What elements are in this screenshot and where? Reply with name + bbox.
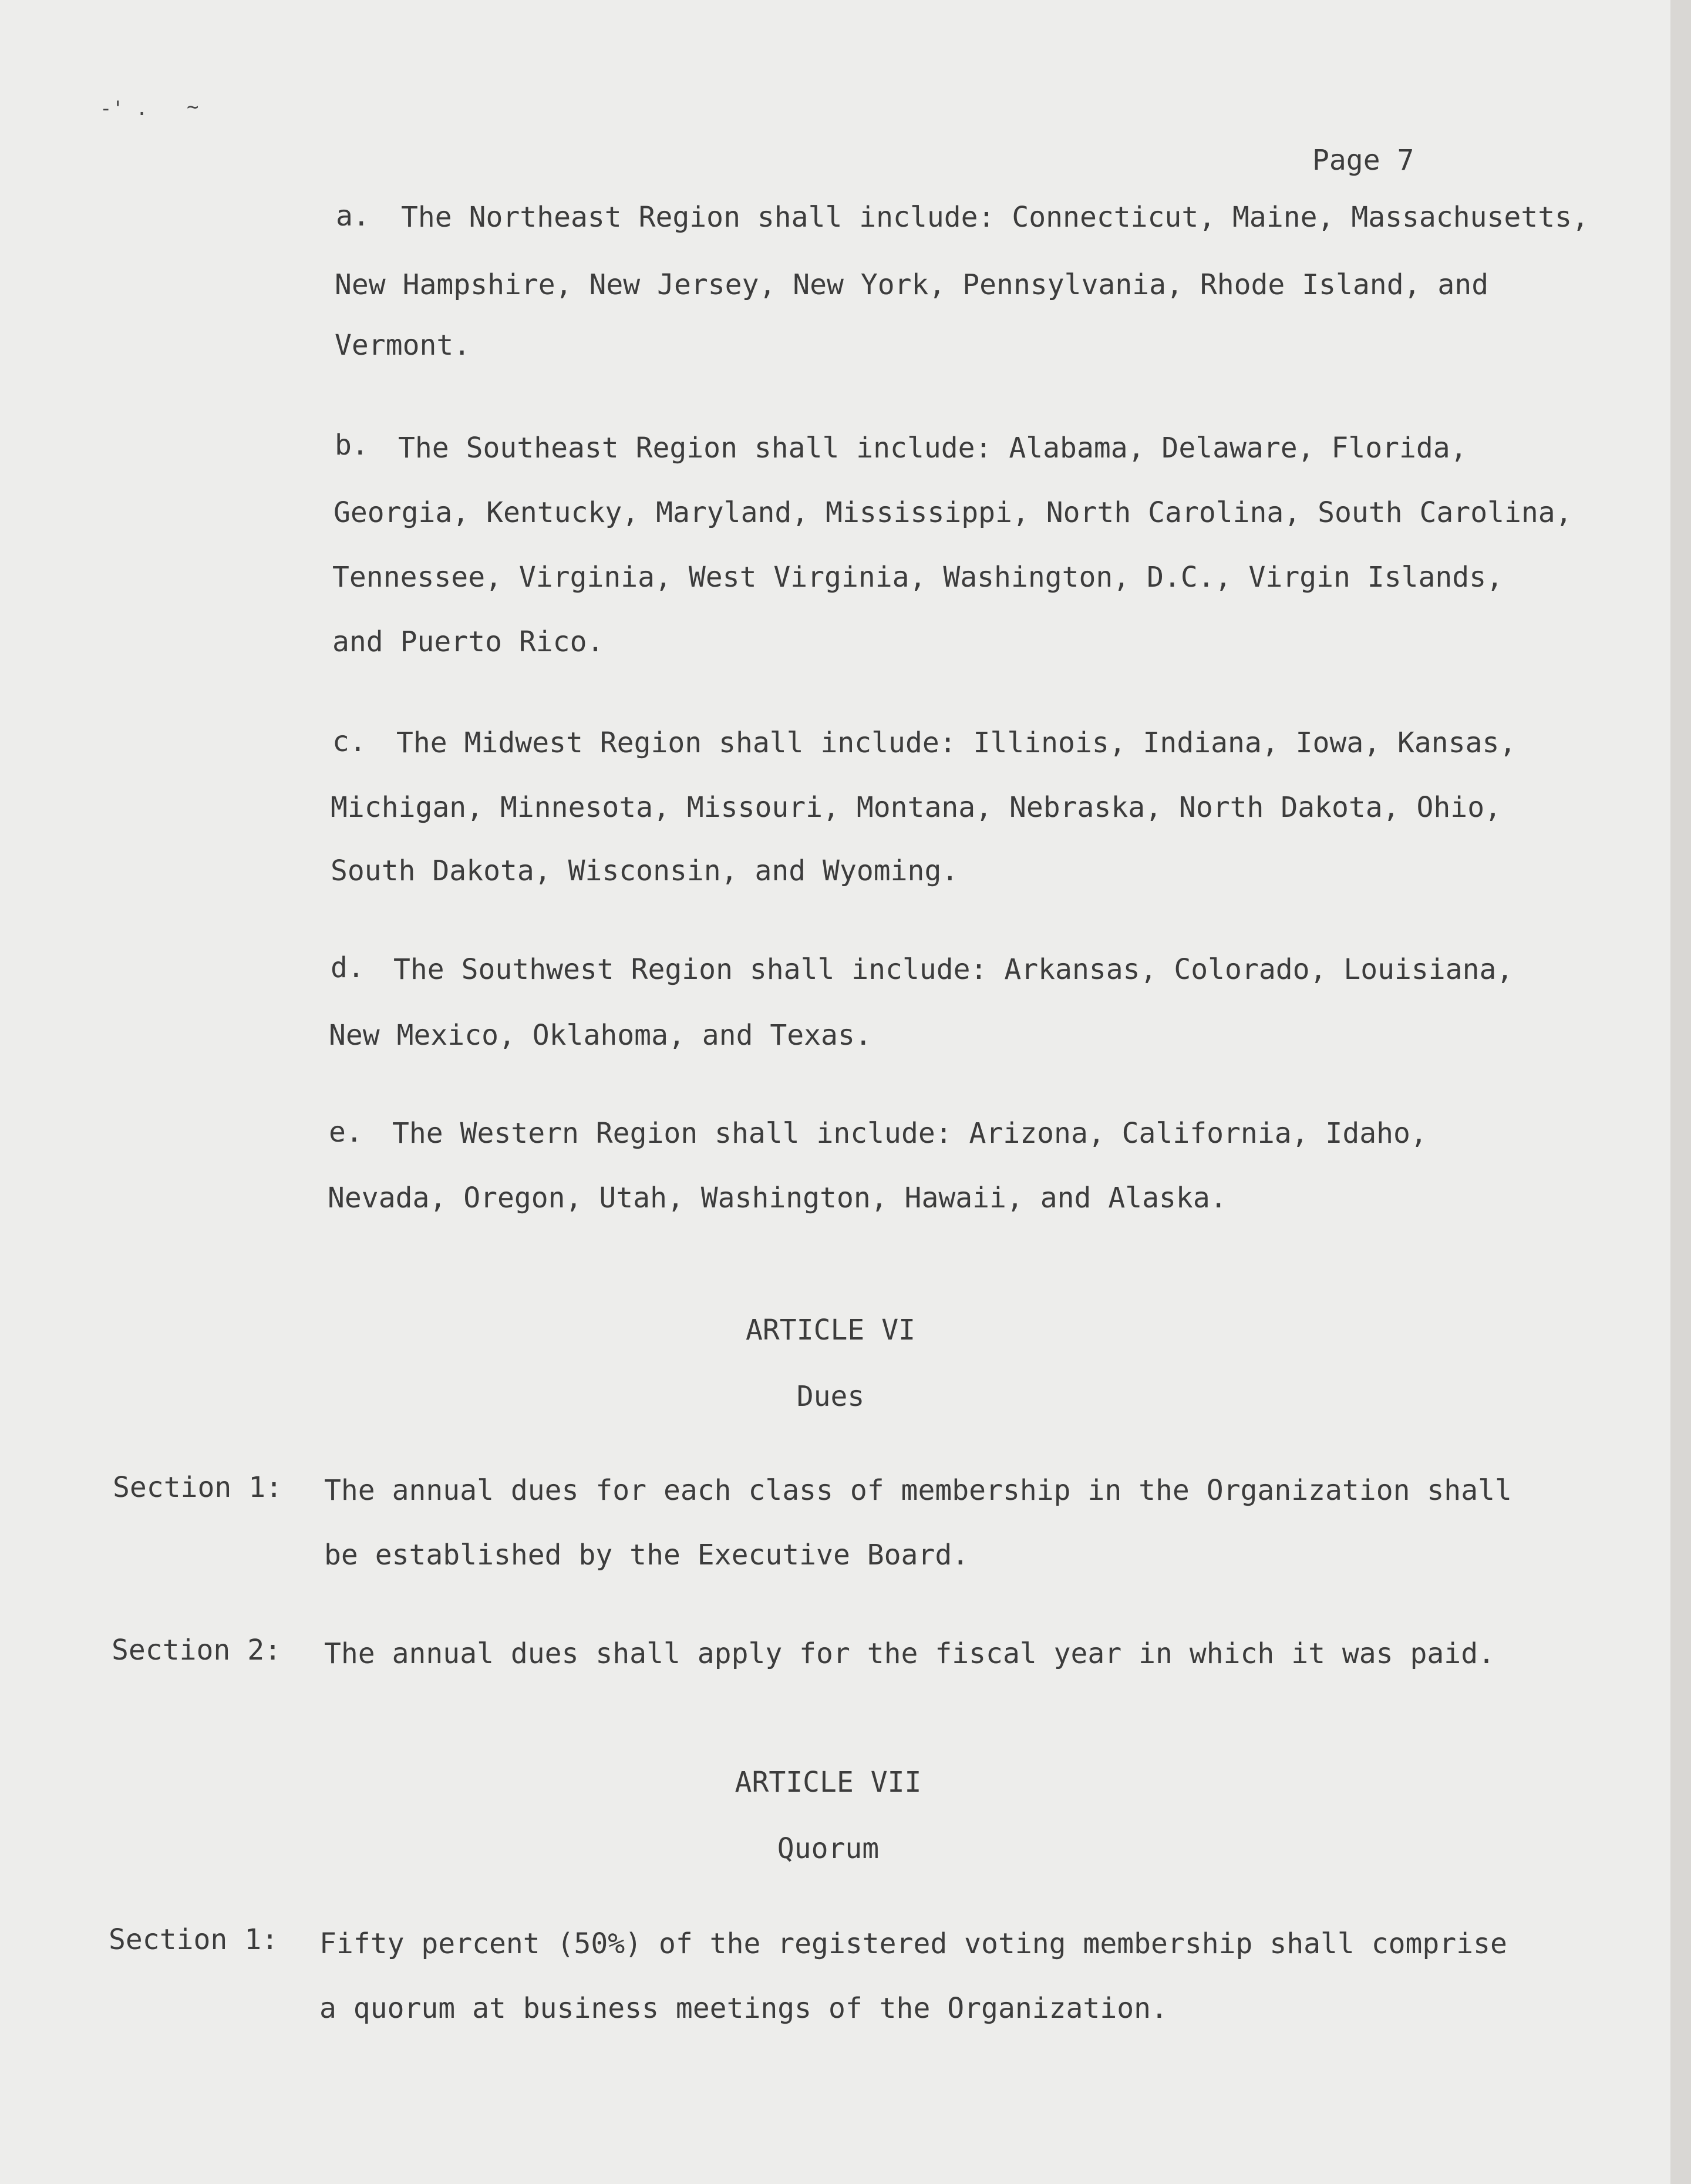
article-title: ARTICLE VII	[735, 1766, 922, 1799]
paragraph-line: Tennessee, Virginia, West Virginia, Washington, D.C., Virgin Islands,	[332, 561, 1503, 594]
paragraph-line: The Northeast Region shall include: Connecticut, Maine, Massachusetts,	[401, 201, 1589, 234]
paragraph-line: Georgia, Kentucky, Maryland, Mississippi, North Carolina, South Carolina,	[334, 496, 1572, 529]
page-edge-shadow	[1670, 0, 1691, 2184]
paragraph-line: Vermont.	[335, 329, 471, 362]
list-marker: d.	[331, 951, 365, 984]
section-label: Section 1:	[109, 1923, 278, 1956]
list-marker: c.	[332, 725, 366, 758]
section-label: Section 1:	[113, 1471, 282, 1504]
page-number: Page 7	[1312, 144, 1414, 177]
section-line: a quorum at business meetings of the Organization.	[319, 1992, 1168, 2025]
list-marker: b.	[335, 429, 369, 462]
paragraph-line: and Puerto Rico.	[332, 625, 604, 658]
stray-mark: -' .	[100, 97, 148, 120]
list-marker: a.	[336, 200, 370, 233]
paragraph-line: The Midwest Region shall include: Illinois, Indiana, Iowa, Kansas,	[396, 726, 1517, 759]
paragraph-line: The Western Region shall include: Arizona, California, Idaho,	[392, 1117, 1427, 1150]
paragraph-line: South Dakota, Wisconsin, and Wyoming.	[331, 854, 959, 887]
paragraph-line: Michigan, Minnesota, Missouri, Montana, Nebraska, North Dakota, Ohio,	[331, 791, 1501, 824]
section-line: be established by the Executive Board.	[324, 1539, 969, 1571]
section-line: The annual dues shall apply for the fiscal year in which it was paid.	[324, 1637, 1495, 1670]
section-line: Fifty percent (50%) of the registered voting membership shall comprise	[319, 1927, 1507, 1960]
paragraph-line: The Southwest Region shall include: Arkansas, Colorado, Louisiana,	[393, 953, 1514, 986]
paragraph-line: New Mexico, Oklahoma, and Texas.	[329, 1019, 872, 1052]
paragraph-line: New Hampshire, New Jersey, New York, Pennsylvania, Rhode Island, and	[335, 268, 1489, 301]
section-label: Section 2:	[112, 1634, 281, 1667]
paragraph-line: Nevada, Oregon, Utah, Washington, Hawaii, and Alaska.	[328, 1182, 1227, 1214]
section-line: The annual dues for each class of membership in the Organization shall	[324, 1474, 1512, 1507]
stray-mark: ~	[187, 95, 199, 119]
article-title: ARTICLE VI	[746, 1314, 915, 1347]
list-marker: e.	[329, 1116, 363, 1149]
article-subtitle: Dues	[796, 1380, 865, 1413]
paragraph-line: The Southeast Region shall include: Alabama, Delaware, Florida,	[398, 432, 1467, 465]
article-subtitle: Quorum	[777, 1832, 880, 1865]
